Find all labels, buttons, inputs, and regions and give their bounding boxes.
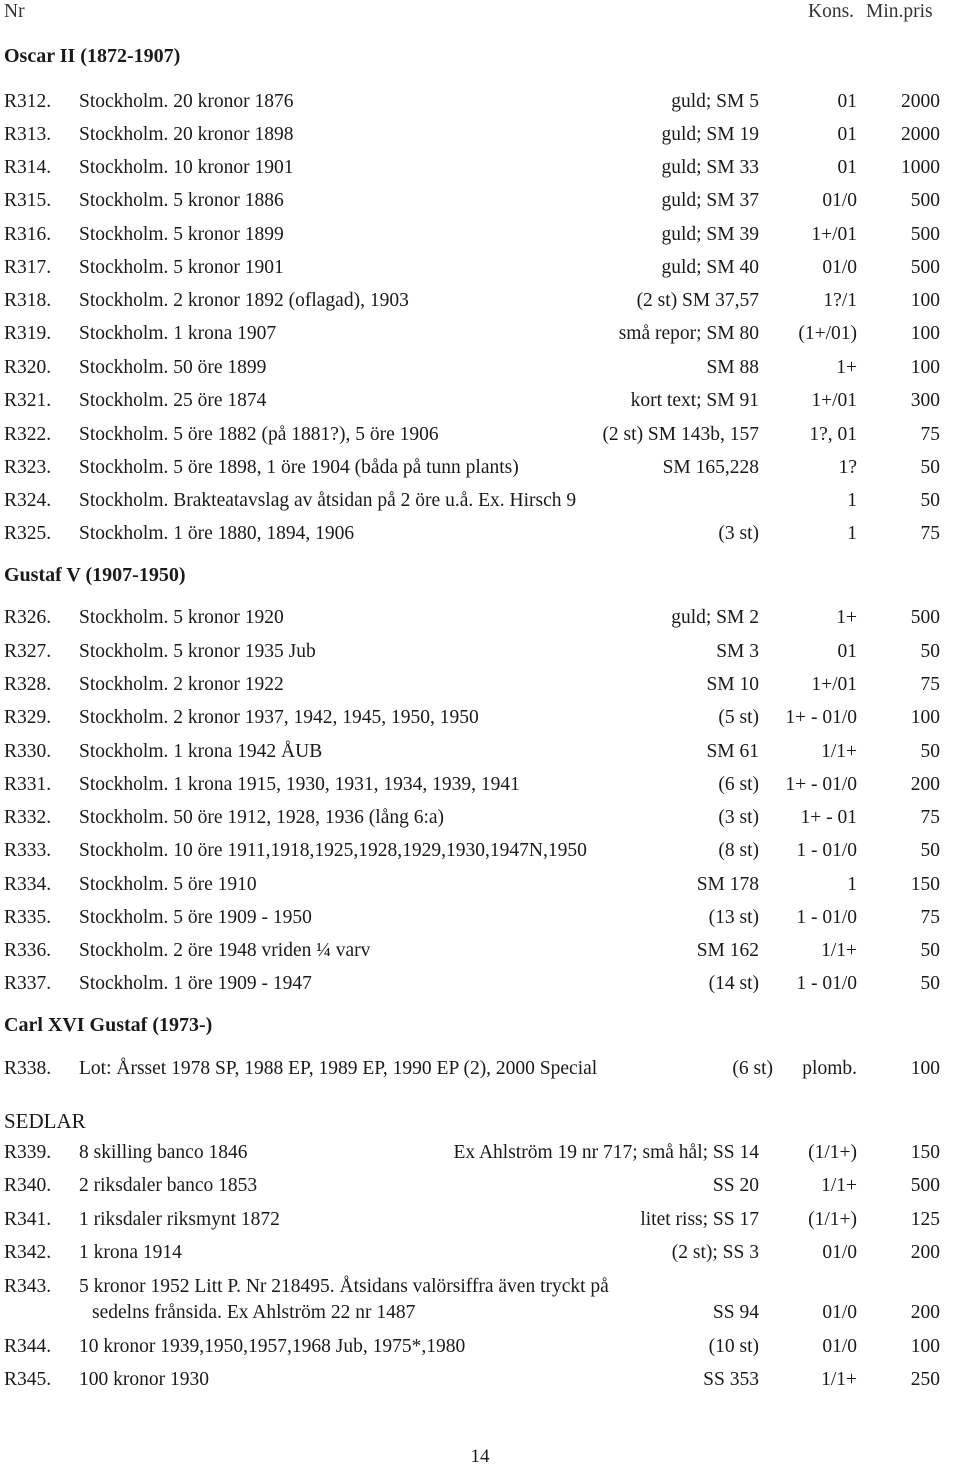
lot-spec: SM 178 bbox=[696, 874, 759, 895]
lot-min-price: 50 bbox=[920, 973, 940, 994]
section-title-carl-xvi-gustaf: Carl XVI Gustaf (1973-) bbox=[4, 1014, 213, 1036]
lot-description: Stockholm. 5 kronor 1935 Jub bbox=[79, 641, 316, 662]
lot-number: R322. bbox=[4, 424, 52, 445]
lot-description: 10 kronor 1939,1950,1957,1968 Jub, 1975*,1980 bbox=[79, 1336, 466, 1357]
lot-condition: 1 bbox=[847, 490, 857, 511]
page-number: 14 bbox=[470, 1446, 490, 1467]
lot-condition: 1?/1 bbox=[823, 290, 857, 311]
lot-spec: guld; SM 39 bbox=[661, 224, 759, 245]
lot-number: R343. bbox=[4, 1276, 52, 1297]
lot-description: 5 kronor 1952 Litt P. Nr 218495. Åtsidans valörsiffra även tryckt på bbox=[79, 1276, 609, 1297]
lot-spec: (3 st) bbox=[718, 523, 759, 544]
lot-description: Stockholm. 20 kronor 1876 bbox=[79, 91, 294, 112]
lot-number: R339. bbox=[4, 1142, 52, 1163]
lot-spec: små repor; SM 80 bbox=[618, 323, 759, 344]
lot-description: Stockholm. 5 öre 1898, 1 öre 1904 (båda på tunn plants) bbox=[79, 457, 519, 478]
lot-number: R321. bbox=[4, 390, 52, 411]
lot-min-price: 50 bbox=[920, 940, 940, 961]
lot-row bbox=[0, 774, 960, 798]
lot-description: Stockholm. 2 kronor 1892 (oflagad), 1903 bbox=[79, 290, 409, 311]
lot-description: Stockholm. 1 krona 1907 bbox=[79, 323, 277, 344]
lot-min-price: 500 bbox=[910, 607, 940, 628]
lot-description: Stockholm. 2 kronor 1922 bbox=[79, 674, 284, 695]
lot-spec: guld; SM 2 bbox=[671, 607, 759, 628]
lot-condition: 1/1+ bbox=[821, 741, 857, 762]
lot-condition: 01 bbox=[837, 641, 857, 662]
lot-spec: (3 st) bbox=[718, 807, 759, 828]
lot-description: Stockholm. 2 kronor 1937, 1942, 1945, 1950, 1950 bbox=[79, 707, 479, 728]
lot-description: Lot: Årsset 1978 SP, 1988 EP, 1989 EP, 1990 EP (2), 2000 Special bbox=[79, 1058, 598, 1079]
lot-row bbox=[0, 641, 960, 665]
lot-min-price: 100 bbox=[910, 707, 940, 728]
lot-spec: (10 st) bbox=[708, 1336, 759, 1357]
lot-condition: 1+ - 01/0 bbox=[785, 707, 857, 728]
lot-min-price: 50 bbox=[920, 741, 940, 762]
lot-spec: SS 20 bbox=[712, 1175, 759, 1196]
section-title-oscar-ii: Oscar II (1872-1907) bbox=[4, 45, 181, 67]
lot-description: Stockholm. Brakteatavslag av åtsidan på 2 öre u.å. Ex. Hirsch 9 bbox=[79, 490, 577, 511]
lot-min-price: 150 bbox=[910, 1142, 940, 1163]
lot-description: Stockholm. 1 öre 1909 - 1947 bbox=[79, 973, 312, 994]
lot-condition: 1+/01 bbox=[811, 224, 857, 245]
lot-description: 2 riksdaler banco 1853 bbox=[79, 1175, 258, 1196]
lot-condition: 1/1+ bbox=[821, 1175, 857, 1196]
lot-row bbox=[0, 1209, 960, 1233]
lot-condition: 01 bbox=[837, 124, 857, 145]
lot-condition: (1/1+) bbox=[808, 1142, 857, 1163]
lot-number: R315. bbox=[4, 190, 52, 211]
lot-condition: 1+/01 bbox=[811, 674, 857, 695]
lot-min-price: 75 bbox=[920, 907, 940, 928]
lot-row bbox=[0, 124, 960, 148]
lot-spec: (8 st) bbox=[718, 840, 759, 861]
lot-spec: (2 st) SM 37,57 bbox=[636, 290, 759, 311]
lot-description: Stockholm. 1 krona 1915, 1930, 1931, 1934, 1939, 1941 bbox=[79, 774, 520, 795]
lot-condition: (1/1+) bbox=[808, 1209, 857, 1230]
lot-description: 1 riksdaler riksmynt 1872 bbox=[79, 1209, 280, 1230]
lot-min-price: 100 bbox=[910, 357, 940, 378]
lot-description: 1 krona 1914 bbox=[79, 1242, 182, 1263]
lot-condition: 01/0 bbox=[822, 190, 857, 211]
lot-row bbox=[0, 323, 960, 347]
lot-description: Stockholm. 25 öre 1874 bbox=[79, 390, 267, 411]
lot-spec: (2 st) SM 143b, 157 bbox=[602, 424, 759, 445]
lot-row bbox=[0, 1276, 960, 1326]
lot-description: Stockholm. 20 kronor 1898 bbox=[79, 124, 294, 145]
lot-row bbox=[0, 457, 960, 481]
lot-spec: SM 88 bbox=[706, 357, 759, 378]
lot-condition: 1?, 01 bbox=[809, 424, 857, 445]
lot-condition: 1+ - 01 bbox=[800, 807, 857, 828]
lot-number: R345. bbox=[4, 1369, 52, 1390]
lot-condition: 1+ bbox=[836, 607, 857, 628]
lot-min-price: 300 bbox=[910, 390, 940, 411]
lot-spec: guld; SM 40 bbox=[661, 257, 759, 278]
lot-description: Stockholm. 50 öre 1912, 1928, 1936 (lång 6:a) bbox=[79, 807, 445, 828]
lot-spec: (14 st) bbox=[708, 973, 759, 994]
lot-number: R338. bbox=[4, 1058, 52, 1079]
lot-condition: 01/0 bbox=[822, 1242, 857, 1263]
lot-description: Stockholm. 10 kronor 1901 bbox=[79, 157, 294, 178]
lot-number: R325. bbox=[4, 523, 52, 544]
lot-min-price: 50 bbox=[920, 457, 940, 478]
lot-spec: (2 st); SS 3 bbox=[671, 1242, 759, 1263]
lot-row bbox=[0, 674, 960, 698]
lot-description: Stockholm. 5 kronor 1899 bbox=[79, 224, 284, 245]
lot-row bbox=[0, 1369, 960, 1393]
lot-number: R331. bbox=[4, 774, 52, 795]
lot-number: R323. bbox=[4, 457, 52, 478]
lot-spec: guld; SM 19 bbox=[661, 124, 759, 145]
lot-description: Stockholm. 10 öre 1911,1918,1925,1928,1929,1930,1947N,1950 bbox=[79, 840, 587, 861]
lot-row bbox=[0, 741, 960, 765]
lot-condition: plomb. bbox=[802, 1058, 857, 1079]
lot-spec: (13 st) bbox=[708, 907, 759, 928]
lot-number: R337. bbox=[4, 973, 52, 994]
lot-spec: guld; SM 5 bbox=[671, 91, 759, 112]
lot-min-price: 500 bbox=[910, 1175, 940, 1196]
lot-number: R336. bbox=[4, 940, 52, 961]
lot-spec: Ex Ahlström 19 nr 717; små hål; SS 14 bbox=[453, 1142, 759, 1163]
lot-spec: SM 10 bbox=[706, 674, 759, 695]
lot-description-continued: sedelns frånsida. Ex Ahlström 22 nr 1487 bbox=[92, 1302, 416, 1323]
lot-number: R327. bbox=[4, 641, 52, 662]
lot-condition: 1 - 01/0 bbox=[796, 907, 857, 928]
lot-row bbox=[0, 807, 960, 831]
lot-number: R313. bbox=[4, 124, 52, 145]
lot-number: R341. bbox=[4, 1209, 52, 1230]
lot-number: R320. bbox=[4, 357, 52, 378]
lot-min-price: 500 bbox=[910, 224, 940, 245]
lot-min-price: 50 bbox=[920, 840, 940, 861]
lot-condition: (1+/01) bbox=[798, 323, 857, 344]
lot-description: Stockholm. 5 kronor 1920 bbox=[79, 607, 284, 628]
header-nr: Nr bbox=[4, 1, 25, 22]
lot-description: 100 kronor 1930 bbox=[79, 1369, 209, 1390]
lot-description: Stockholm. 5 kronor 1886 bbox=[79, 190, 284, 211]
header-kons: Kons. bbox=[808, 1, 855, 22]
lot-row bbox=[0, 1142, 960, 1166]
lot-description: Stockholm. 1 krona 1942 ÅUB bbox=[79, 741, 323, 762]
lot-condition: 1? bbox=[838, 457, 857, 478]
lot-number: R324. bbox=[4, 490, 52, 511]
lot-condition: 1 - 01/0 bbox=[796, 840, 857, 861]
lot-row bbox=[0, 973, 960, 997]
section-title-sedlar: SEDLAR bbox=[4, 1109, 86, 1133]
lot-row bbox=[0, 1175, 960, 1199]
lot-spec: kort text; SM 91 bbox=[630, 390, 759, 411]
lot-condition: 1+ - 01/0 bbox=[785, 774, 857, 795]
lot-min-price: 200 bbox=[910, 1242, 940, 1263]
lot-spec: guld; SM 37 bbox=[661, 190, 759, 211]
lot-number: R340. bbox=[4, 1175, 52, 1196]
lot-row bbox=[0, 1058, 960, 1082]
lot-number: R333. bbox=[4, 840, 52, 861]
lot-number: R329. bbox=[4, 707, 52, 728]
lot-number: R319. bbox=[4, 323, 52, 344]
lot-number: R330. bbox=[4, 741, 52, 762]
lot-row bbox=[0, 607, 960, 631]
section-title-gustaf-v: Gustaf V (1907-1950) bbox=[4, 564, 186, 586]
lot-description: Stockholm. 1 öre 1880, 1894, 1906 bbox=[79, 523, 355, 544]
lot-condition: 1 - 01/0 bbox=[796, 973, 857, 994]
lot-spec: (6 st) bbox=[732, 1058, 773, 1079]
lot-description: Stockholm. 5 öre 1909 - 1950 bbox=[79, 907, 312, 928]
lot-row bbox=[0, 157, 960, 181]
lot-row bbox=[0, 490, 960, 514]
lot-row bbox=[0, 390, 960, 414]
lot-condition: 1 bbox=[847, 874, 857, 895]
lot-min-price: 100 bbox=[910, 1336, 940, 1357]
lot-min-price: 250 bbox=[910, 1369, 940, 1390]
lot-min-price: 1000 bbox=[901, 157, 940, 178]
lot-row bbox=[0, 424, 960, 448]
lot-number: R335. bbox=[4, 907, 52, 928]
lot-number: R312. bbox=[4, 91, 52, 112]
lot-spec: litet riss; SS 17 bbox=[640, 1209, 759, 1230]
lot-row bbox=[0, 874, 960, 898]
lot-description: Stockholm. 5 kronor 1901 bbox=[79, 257, 284, 278]
lot-min-price: 100 bbox=[910, 1058, 940, 1079]
lot-number: R332. bbox=[4, 807, 52, 828]
lot-min-price: 75 bbox=[920, 424, 940, 445]
lot-min-price: 75 bbox=[920, 674, 940, 695]
lot-number: R326. bbox=[4, 607, 52, 628]
lot-description: Stockholm. 50 öre 1899 bbox=[79, 357, 267, 378]
lot-row bbox=[0, 1242, 960, 1266]
lot-row bbox=[0, 257, 960, 281]
lot-condition: 01 bbox=[837, 91, 857, 112]
lot-number: R344. bbox=[4, 1336, 52, 1357]
lot-row bbox=[0, 707, 960, 731]
lot-min-price: 200 bbox=[910, 1302, 940, 1323]
lot-condition: 1+/01 bbox=[811, 390, 857, 411]
lot-spec: SS 353 bbox=[703, 1369, 759, 1390]
lot-condition: 1/1+ bbox=[821, 940, 857, 961]
lot-description: Stockholm. 2 öre 1948 vriden ¼ varv bbox=[79, 940, 371, 961]
lot-condition: 1/1+ bbox=[821, 1369, 857, 1390]
lot-row bbox=[0, 1336, 960, 1360]
lot-condition: 01 bbox=[837, 157, 857, 178]
lot-spec: SM 162 bbox=[696, 940, 759, 961]
lot-condition: 01/0 bbox=[822, 1302, 857, 1323]
lot-row bbox=[0, 91, 960, 115]
lot-min-price: 500 bbox=[910, 257, 940, 278]
lot-condition: 1 bbox=[847, 523, 857, 544]
lot-condition: 1+ bbox=[836, 357, 857, 378]
lot-description: Stockholm. 5 öre 1882 (på 1881?), 5 öre 1906 bbox=[79, 424, 439, 445]
lot-row bbox=[0, 290, 960, 314]
lot-min-price: 150 bbox=[910, 874, 940, 895]
lot-row bbox=[0, 357, 960, 381]
lot-min-price: 75 bbox=[920, 807, 940, 828]
lot-condition: 01/0 bbox=[822, 1336, 857, 1357]
lot-number: R318. bbox=[4, 290, 52, 311]
lot-spec: SM 61 bbox=[706, 741, 759, 762]
lot-description: Stockholm. 5 öre 1910 bbox=[79, 874, 257, 895]
lot-min-price: 50 bbox=[920, 641, 940, 662]
lot-number: R314. bbox=[4, 157, 52, 178]
lot-min-price: 125 bbox=[910, 1209, 940, 1230]
header-minpris: Min.pris bbox=[866, 1, 933, 22]
lot-row bbox=[0, 523, 960, 547]
lot-min-price: 100 bbox=[910, 290, 940, 311]
lot-spec: SM 165,228 bbox=[662, 457, 759, 478]
lot-number: R316. bbox=[4, 224, 52, 245]
lot-row bbox=[0, 907, 960, 931]
lot-number: R328. bbox=[4, 674, 52, 695]
lot-row bbox=[0, 840, 960, 864]
lot-min-price: 200 bbox=[910, 774, 940, 795]
lot-row bbox=[0, 224, 960, 248]
lot-spec: (6 st) bbox=[718, 774, 759, 795]
lot-condition: 01/0 bbox=[822, 257, 857, 278]
lot-number: R342. bbox=[4, 1242, 52, 1263]
lot-spec: (5 st) bbox=[718, 707, 759, 728]
lot-min-price: 100 bbox=[910, 323, 940, 344]
lot-min-price: 2000 bbox=[901, 91, 940, 112]
lot-min-price: 75 bbox=[920, 523, 940, 544]
lot-row bbox=[0, 190, 960, 214]
lot-spec: SM 3 bbox=[716, 641, 759, 662]
lot-description: 8 skilling banco 1846 bbox=[79, 1142, 248, 1163]
lot-min-price: 500 bbox=[910, 190, 940, 211]
lot-number: R317. bbox=[4, 257, 52, 278]
lot-min-price: 2000 bbox=[901, 124, 940, 145]
lot-row bbox=[0, 940, 960, 964]
lot-spec: SS 94 bbox=[712, 1302, 759, 1323]
lot-min-price: 50 bbox=[920, 490, 940, 511]
lot-spec: guld; SM 33 bbox=[661, 157, 759, 178]
lot-number: R334. bbox=[4, 874, 52, 895]
